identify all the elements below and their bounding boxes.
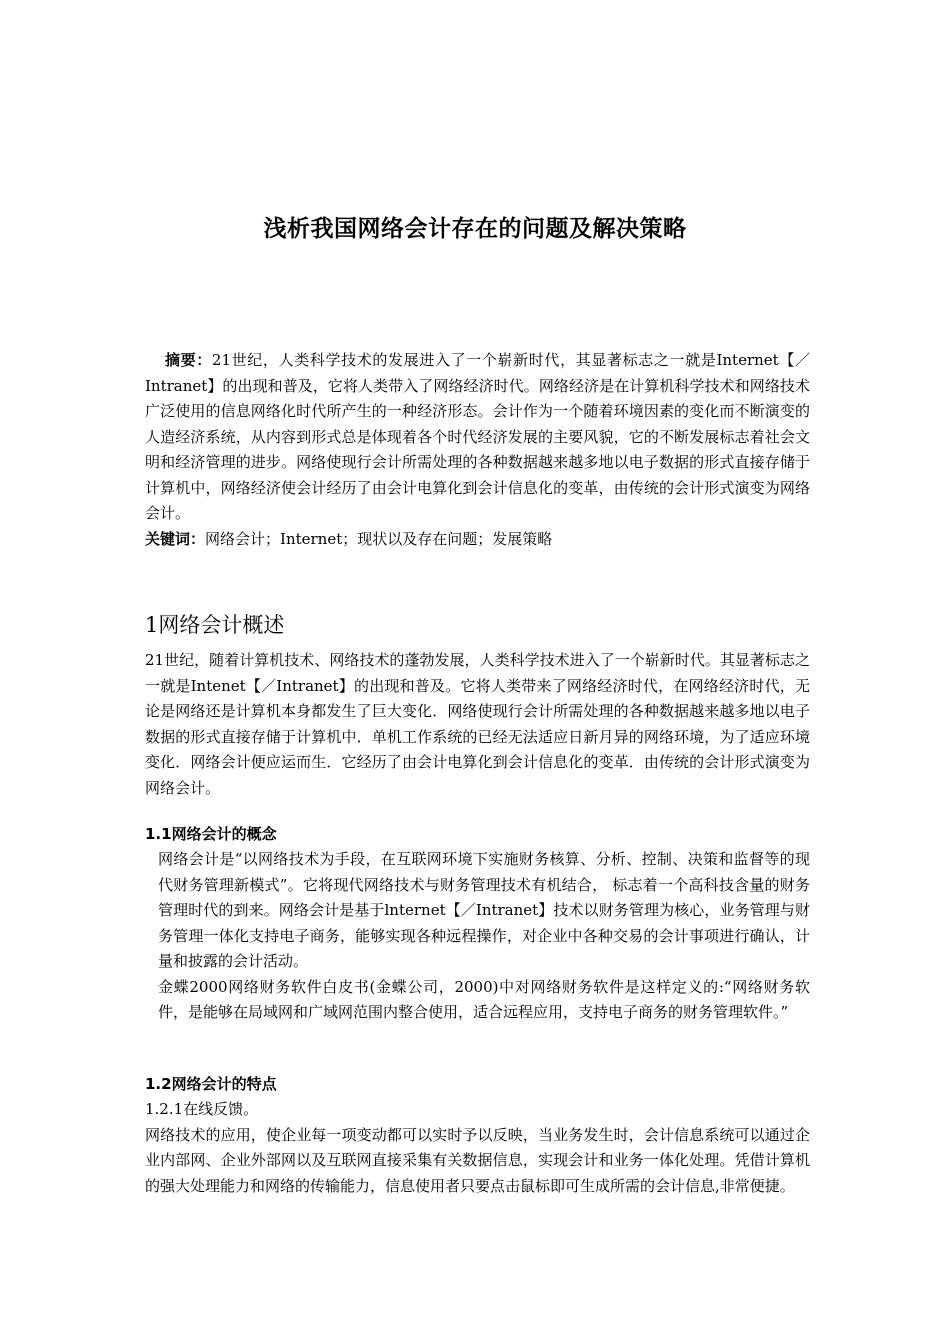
section-1-2-heading: 1.2网络会计的特点 <box>145 1075 277 1093</box>
section-1-paragraph: 21世纪，随着计算机技术、网络技术的蓬勃发展，人类科学技术进入了一个崭新时代。其显著标志之一就是Intenet【／Intranet】的出现和普及。它将人类带来了网络经济时代，在网络经济时代，无论是网络还是计算机本身都发生了巨大变化．网络使现行会计所需处理的各种数据越来越多地以电子数据的形式直接存储于计算机中．单机工作系统的已经无法适应日新月异的网络环境，为了适应环境变化．网络会计便应运而生．它经历了由会计电算化到会计信息化的变革．由传统的会计形式演变为网络会计。 <box>145 651 810 797</box>
section-1-2-body <box>145 1097 810 1199</box>
abstract-text: 21世纪，人类科学技术的发展进入了一个崭新时代，其显著标志之一就是Internet【／Intranet】的出现和普及，它将人类带入了网络经济时代。网络经济是在计算机科学技术和网络技术广泛使用的信息网络化时代所产生的一种经济形态。会计作为一个随着环境因素的变化而不断演变的人造经济系统，从内容到形式总是体现着各个时代经济发展的主要风貌，它的不断发展标志着社会文明和经济管理的进步。网络使现行会计所需处理的各种数据越来越多地以电子数据的形式直接存储于计算机中，网络经济使会计经历了由会计电算化到会计信息化的变革，由传统的会计形式演变为网络会计。 <box>145 351 810 522</box>
section-1-1-body <box>158 847 810 1026</box>
section-1-title: 网络会计概述 <box>158 613 285 637</box>
abstract-block <box>145 348 810 552</box>
section-1-body <box>145 648 810 801</box>
section-1-1-paragraph-1: 网络会计是“以网络技术为手段，在互联网环境下实施财务核算、分析、控制、决策和监督等的现代财务管理新模式”。它将现代网络技术与财务管理技术有机结合， 标志着一个高科技含量的财务管理时代的到来。网络会计是基于lnternet【／Intranet】技术以财务管理为核心，业务管理与财务管理一体化支持电子商务，能够实现各种远程操作，对企业中各种交易的会计事项进行确认，计量和披露的会计活动。 <box>158 850 810 970</box>
keywords-label: 关键词： <box>145 529 206 548</box>
section-1-2-1-subheading: 1.2.1在线反馈。 <box>145 1100 259 1118</box>
abstract-label: 摘要： <box>165 351 212 369</box>
section-1-2-1-paragraph: 网络技术的应用，使企业每一项变动都可以实时予以反映，当业务发生时，会计信息系统可以通过企业内部网、企业外部网以及互联网直接采集有关数据信息，实现会计和业务一体化处理。凭借计算机的强大处理能力和网络的传输能力，信息使用者只要点击鼠标即可生成所需的会计信息,非常便捷。 <box>145 1125 810 1195</box>
section-1-number: 1 <box>145 613 159 637</box>
document-title: 浅析我国网络会计存在的问题及解决策略 <box>263 216 687 242</box>
abstract-paragraph <box>145 348 810 527</box>
section-1-heading <box>145 609 284 639</box>
section-1-1-heading: 1.1网络会计的概念 <box>145 825 277 843</box>
keywords-text: 网络会计；Internet；现状以及存在问题；发展策略 <box>205 529 553 548</box>
section-1-1-paragraph-2: 金蝶2000网络财务软件白皮书(金蝶公司，2000)中对网络财务软件是这样定义的:“网络财务软件，是能够在局域网和广域网范围内整合使用，适合远程应用，支持电子商务的财务管理软件。” <box>158 977 810 1021</box>
keywords-paragraph <box>145 527 810 553</box>
